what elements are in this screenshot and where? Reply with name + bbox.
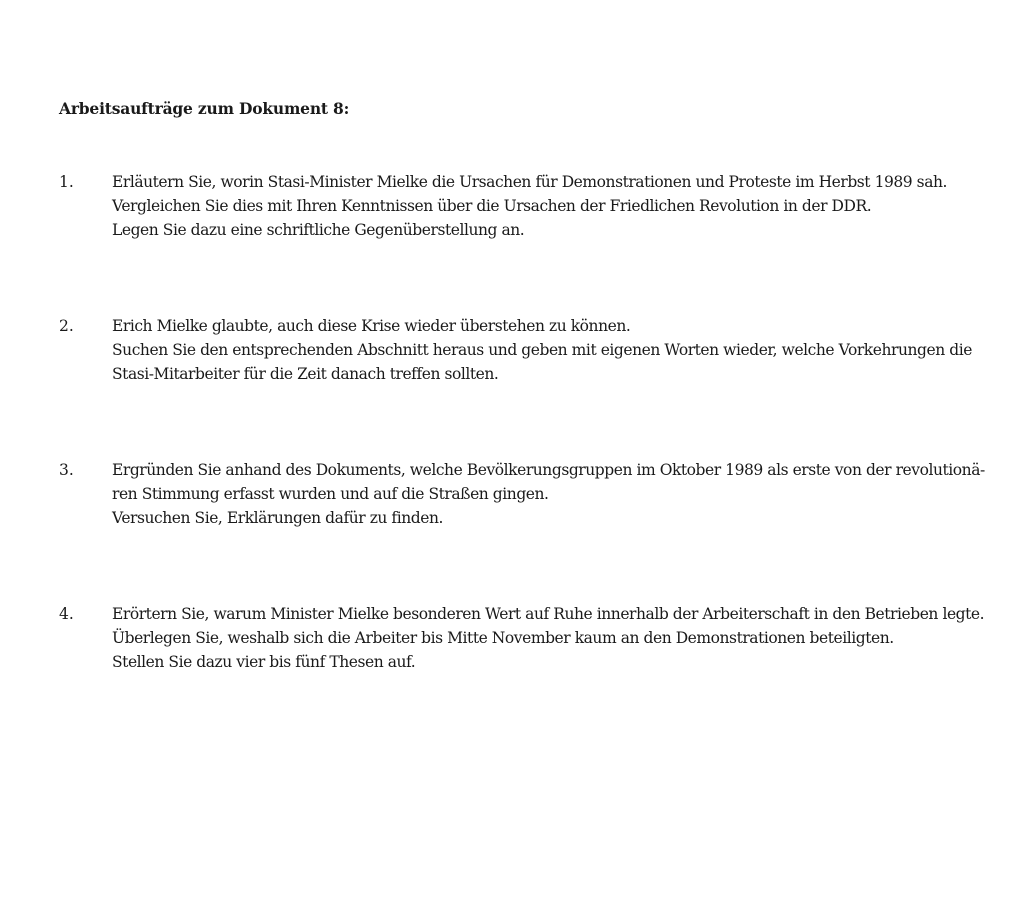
task-text (112, 314, 992, 386)
task-number: 4. (59, 605, 74, 623)
task-line: Erläutern Sie, worin Stasi-Minister Mielke die Ursachen für Demonstrationen und Proteste im Herbst 1989 sah. (112, 173, 947, 191)
document-heading: Arbeitsaufträge zum Dokument 8: (59, 99, 350, 118)
task-line: Ergründen Sie anhand des Dokuments, welche Bevölkerungsgruppen im Oktober 1989 als erste von der revolutionä- (112, 461, 985, 479)
task-line: Vergleichen Sie dies mit Ihren Kenntnissen über die Ursachen der Friedlichen Revolution in der DDR. (112, 197, 872, 215)
task-line: Erich Mielke glaubte, auch diese Krise wieder überstehen zu können. (112, 317, 631, 335)
task-number: 2. (59, 317, 74, 335)
task-line: ren Stimmung erfasst wurden und auf die Straßen gingen. (112, 485, 549, 503)
task-line: Stasi-Mitarbeiter für die Zeit danach treffen sollten. (112, 365, 499, 383)
task-line: Versuchen Sie, Erklärungen dafür zu finden. (112, 509, 443, 527)
task-line: Erörtern Sie, warum Minister Mielke besonderen Wert auf Ruhe innerhalb der Arbeiterschaft in den Betrieben legte. (112, 605, 985, 623)
task-line: Stellen Sie dazu vier bis fünf Thesen auf. (112, 653, 416, 671)
task-line: Suchen Sie den entsprechenden Abschnitt heraus und geben mit eigenen Worten wieder, welche Vorkehrungen die (112, 341, 972, 359)
task-line: Legen Sie dazu eine schriftliche Gegenüberstellung an. (112, 221, 525, 239)
task-number: 3. (59, 461, 74, 479)
task-text (112, 170, 992, 242)
task-text (112, 458, 992, 530)
task-line: Überlegen Sie, weshalb sich die Arbeiter bis Mitte November kaum an den Demonstrationen beteiligten. (112, 629, 894, 647)
task-number: 1. (59, 173, 74, 191)
task-text (112, 602, 992, 674)
